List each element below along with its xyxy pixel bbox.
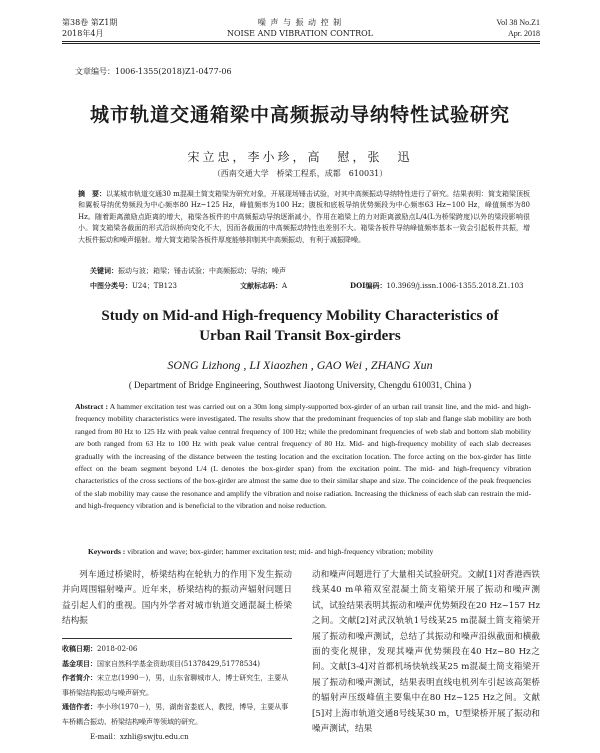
header-date-en: Apr. 2018 — [508, 29, 540, 38]
keywords-en-label: Keywords : — [88, 547, 126, 556]
fund-label: 基金项目： — [62, 658, 97, 668]
paper-title-en — [0, 306, 600, 346]
author-value: 宋立忠(1990－)，男，山东省聊城市人，博士研究生，主要从事桥梁结构振动与噪声研究。 — [62, 674, 289, 697]
header-rule — [62, 41, 540, 42]
clc-number — [90, 281, 177, 291]
corr-label: 通信作者： — [62, 702, 97, 712]
clc-value: U24；TB123 — [132, 282, 177, 290]
authors-cn: 宋立忠，李小珍，高 慰，张 迅 — [187, 150, 413, 164]
abstract-cn-label: 摘 要： — [78, 189, 107, 198]
abstract-en-text: A hammer excitation test was carried out on a 30m long simply-supported box-girder of an urban rail transit line, and the mid- and high-frequency mobility characteristics were investigated. The results show that the predominant frequencies of top slab and flange slab mobility are both ranged from 80 Hz to 125 Hz with peak value central frequency of 100 Hz; while the predominant frequencies of web slab and bottom slab mobility are both ranged from 63 Hz to 100 Hz with peak value central frequency of 80 Hz. Mid- and high-frequency mobility of each slab decreases gradually with the increasing of the distance between the testing location and the excitation location. The force acting on the box-girder has little effect on the beam segment beyond L/4 (L denotes the box-girder span) from the excitation point. The mid- and high-frequency vibration characteristics of the cross sections of the box-girder are almost the same due to their similar shape and size. The coincidence of the peak frequencies of the slab mobility may cause the resonance and amplify the vibration and noise radiation. Increasing the thickness of each slab can restrain the mid- and high-frequency vibration and is beneficial to the vibration and noise reduction. — [75, 402, 532, 511]
title-en-line2: Urban Rail Transit Box-girders — [199, 328, 401, 344]
keywords-cn-text: 振动与波；箱梁；锤击试验；中高频振动；导纳；噪声 — [118, 267, 286, 275]
journal-name-en: NOISE AND VIBRATION CONTROL — [226, 29, 373, 38]
abstract-cn-text: 以某城市轨道交通30 m混凝土简支箱梁为研究对象，开展现场锤击试验，对其中高频振动导纳特性进行了研究。结果表明：简支箱梁顶板和翼板导纳优势频段为中心频率80 Hz~125 Hz，峰值频率为100 Hz；腹板和底板导纳优势频段为中心频率63 Hz~100 Hz，峰值频率为80 Hz。随着距离激励点距离的增大，箱梁各板件的中高频振动导纳逐渐减小，作用在箱梁上的力对距离激励点L/4(L为桥梁跨度)以外的梁段影响很小。简支箱梁各截面的形式沿纵桥向变化不大，因而各截面的中高频振动特性也差别不大。箱梁各板件导纳峰值频率基本一致会引起板件共振，增大板件振动和噪声辐射。增大简支箱梁各板件厚度能够抑制其中高频振动，有利于减振降噪。 — [78, 190, 530, 244]
received-label: 收稿日期： — [62, 644, 97, 653]
body-text-left: 列车通过桥梁时，桥梁结构在轮轨力的作用下发生振动并向周围辐射噪声。近年来，桥梁结构的振动声辐射问题日益引起人们的重视。国内外学者对城市轨道交通混凝土桥梁结构振 — [62, 570, 292, 627]
article-number: 文章编号：1006-1355(2018)Z1-0477-06 — [75, 67, 232, 76]
footnote-rule — [62, 638, 292, 639]
footnote — [62, 642, 292, 744]
footnote-fund — [62, 657, 292, 672]
affiliation-cn: （西南交通大学 桥梁工程系，成都 610031） — [212, 169, 388, 178]
keywords-cn-label: 关键词： — [90, 266, 118, 275]
authors-en: SONG Lizhong , LI Xiaozhen , GAO Wei , ZHANG Xun — [167, 358, 433, 372]
author-label: 作者简介： — [62, 673, 97, 683]
doc-code-value: A — [282, 282, 288, 290]
footnote-email: E-mail：xzhli@swjtu.edu.cn — [90, 732, 189, 741]
corr-value: 李小珍(1970－)，男，湖南省娄底人，教授，博导，主要从事车桥耦合振动、桥梁结构噪声等领域的研究。 — [62, 703, 289, 726]
body-text-right: 动和噪声问题进行了大量相关试验研究。文献[1]对香港西铁线某40 m单箱双室混凝土简支箱梁开展了振动和噪声测试，试验结果表明其振动和噪声优势频段在20 Hz~157 Hz之间。文献[2]对武汉轨轨1号线某25 m混凝土简支箱梁开展了振动和噪声测试，总结了其振动和噪声沿纵截面和横截面的变化规律，发现其噪声优势频段在40 Hz~80 Hz之间。文献[3-4]对首都机场快轨线某25 m混凝土简支箱梁开展了振动和噪声测试，结果表明直线电机列车引起该高架桥的辐射声压级峰值主要集中在80 Hz~125 Hz之间。文献[5]对上海市轨道交通8号线某30 m，U型梁桥开展了振动和噪声测试，结果 — [312, 570, 540, 735]
document-code — [240, 281, 287, 291]
header-rule-2 — [62, 43, 540, 44]
abstract-cn — [78, 188, 530, 246]
doi-value: 10.3969/j.issn.1006-1355.2018.Z1.103 — [386, 282, 524, 290]
header-volume-en: Vol 38 No.Z1 — [496, 18, 540, 27]
abstract-en — [75, 401, 531, 513]
keywords-cn — [90, 266, 520, 276]
doc-code-label: 文献标志码： — [240, 281, 282, 290]
paper-title-cn: 城市轨道交通箱梁中高频振动导纳特性试验研究 — [89, 104, 510, 126]
affiliation-en: ( Department of Bridge Engineering, Southwest Jiaotong University, Chengdu 610031, China ) — [128, 380, 472, 390]
title-en-line1: Study on Mid-and High-frequency Mobility Characteristics of — [101, 308, 499, 324]
doi — [350, 281, 523, 291]
header-date: 2018年4月 — [62, 29, 104, 38]
abstract-en-label: Abstract : — [75, 402, 108, 411]
footnote-received — [62, 642, 292, 657]
fund-value: 国家自然科学基金资助项目(51378429,51778534) — [97, 659, 260, 668]
footnote-author — [62, 671, 292, 700]
keywords-en-text: vibration and wave; box-girder; hammer excitation test; mid- and high-frequency vibration; mobility — [127, 547, 434, 556]
keywords-en — [88, 547, 528, 556]
header-volume: 第38卷 第Z1期 — [62, 18, 118, 27]
doi-label: DOI编码： — [350, 281, 387, 290]
journal-name-cn: 噪 声 与 振 动 控 制 — [257, 18, 343, 27]
clc-label: 中图分类号： — [90, 281, 132, 290]
footnote-corresponding — [62, 700, 292, 729]
received-value: 2018-02-06 — [97, 645, 138, 653]
